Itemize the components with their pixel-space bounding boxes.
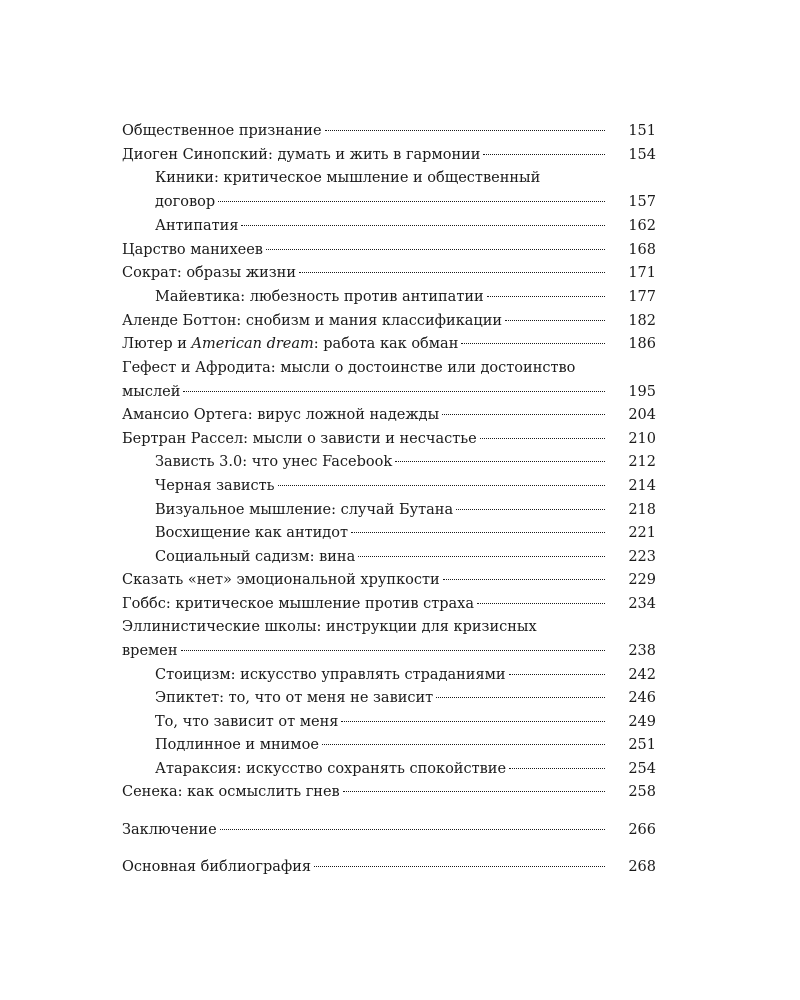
toc-page-number: 268 [628, 859, 656, 875]
toc-page-number: 162 [628, 218, 656, 234]
dot-leader [456, 509, 605, 510]
toc-entry-title: Антипатия [155, 218, 239, 234]
dot-leader [477, 603, 605, 604]
dot-leader [358, 556, 605, 557]
toc-entry-title: Черная зависть [155, 478, 275, 494]
toc-entry-title: Эпиктет: то, что от меня не зависит [155, 690, 434, 706]
toc-entry [122, 569, 608, 591]
toc-page-number: 210 [628, 431, 656, 447]
toc-entry-title: Сенека: как осмыслить гнев [122, 784, 340, 800]
toc-entry-title [122, 333, 458, 355]
toc-entry-title-italic: American dream [191, 336, 314, 352]
toc-page-number: 214 [628, 478, 656, 494]
toc-entry [155, 687, 608, 709]
toc-entry-title: Майевтика: любезность против антипатии [155, 289, 484, 305]
toc-entry [122, 819, 608, 841]
toc-entry-title: Восхищение как антидот [155, 525, 348, 541]
toc-page-number: 204 [628, 407, 656, 423]
toc-entry-title: Основная библиография [122, 859, 312, 875]
toc-entry-title: Аленде Боттон: снобизм и мания классификации [122, 313, 503, 329]
toc-entry [155, 451, 608, 473]
toc-entry [122, 120, 608, 142]
toc-entry-title: То, что зависит от меня [155, 714, 339, 730]
toc-entry [122, 616, 537, 638]
toc-entry [155, 734, 608, 756]
dot-leader [483, 154, 605, 155]
toc-page-number: 258 [628, 784, 656, 800]
dot-leader [278, 485, 605, 486]
toc-page-number: 171 [628, 265, 656, 281]
toc-entry-title: Общественное признание [122, 123, 322, 139]
toc-entry [155, 475, 608, 497]
toc-entry [122, 781, 608, 803]
dot-leader [241, 225, 605, 226]
toc-page-number: 212 [628, 454, 656, 470]
toc-entry-title: Киники: критическое мышление и общественный [155, 170, 541, 186]
toc-entry [122, 640, 608, 662]
toc-entry-title: Гефест и Афродита: мысли о достоинстве или достоинство [122, 360, 576, 376]
dot-leader [509, 674, 605, 675]
toc-entry [122, 144, 608, 166]
toc-page-number: 157 [628, 194, 656, 210]
toc-page-number: 221 [628, 525, 656, 541]
toc-entry [122, 357, 575, 379]
dot-leader [181, 650, 605, 651]
toc-page-number: 238 [628, 643, 656, 659]
toc-entry [155, 286, 608, 308]
toc-entry [122, 333, 608, 355]
toc-page-number: 154 [628, 147, 656, 163]
toc-entry [122, 262, 608, 284]
toc-entry [122, 239, 608, 261]
toc-entry-title: Эллинистические школы: инструкции для кризисных [122, 619, 537, 635]
dot-leader [351, 532, 605, 533]
toc-entry-title: Атараксия: искусство сохранять спокойствие [155, 761, 507, 777]
toc-page-number: 223 [628, 549, 656, 565]
toc-entry [155, 522, 608, 544]
toc-page-number: 177 [628, 289, 656, 305]
toc-entry [122, 856, 608, 878]
toc-page-number: 182 [628, 313, 656, 329]
dot-leader [314, 866, 605, 867]
toc-entry-title: Заключение [122, 822, 217, 838]
dot-leader [487, 296, 605, 297]
toc-entry-title: Социальный садизм: вина [155, 549, 356, 565]
dot-leader [480, 438, 605, 439]
toc-entry-title: Сказать «нет» эмоциональной хрупкости [122, 572, 440, 588]
dot-leader [341, 721, 605, 722]
toc-entry [122, 593, 608, 615]
toc-entry-title: времен [122, 643, 178, 659]
toc-entry [122, 310, 608, 332]
toc-entry-title: Амансио Ортега: вирус ложной надежды [122, 407, 440, 423]
toc-entry-title: договор [155, 194, 216, 210]
dot-leader [436, 697, 605, 698]
dot-leader [442, 414, 605, 415]
dot-leader [325, 130, 605, 131]
toc-entry [122, 404, 608, 426]
toc-page-number: 186 [628, 336, 656, 352]
toc-entry-title: Подлинное и мнимое [155, 737, 319, 753]
toc-entry [155, 711, 608, 733]
toc-entry-title: Царство манихеев [122, 242, 263, 258]
toc-page-number: 151 [628, 123, 656, 139]
toc-page-number: 234 [628, 596, 656, 612]
toc-page-number: 249 [628, 714, 656, 730]
dot-leader [509, 768, 605, 769]
toc-page-number: 254 [628, 761, 656, 777]
toc-entry [155, 167, 540, 189]
toc-page-number: 218 [628, 502, 656, 518]
toc-entry-title: мыслей [122, 384, 181, 400]
toc-entry-title: Стоицизм: искусство управлять страданиями [155, 667, 506, 683]
dot-leader [461, 343, 605, 344]
toc-entry [122, 381, 608, 403]
dot-leader [299, 272, 605, 273]
toc-page-number: 251 [628, 737, 656, 753]
dot-leader [218, 201, 605, 202]
dot-leader [505, 320, 605, 321]
toc-entry [155, 758, 608, 780]
dot-leader [395, 461, 605, 462]
toc-entry-title-part: Лютер и [122, 336, 192, 352]
dot-leader [266, 249, 605, 250]
dot-leader [322, 744, 605, 745]
toc-entry [155, 499, 608, 521]
toc-entry-title: Визуальное мышление: случай Бутана [155, 502, 454, 518]
toc-page-number: 266 [628, 822, 656, 838]
toc-entry-title: Зависть 3.0: что унес Facebook [155, 454, 393, 470]
toc-entry [155, 664, 608, 686]
dot-leader [343, 791, 605, 792]
toc-page-number: 246 [628, 690, 656, 706]
toc-entry-title: Сократ: образы жизни [122, 265, 297, 281]
toc-entry-title-part: : работа как обман [313, 336, 459, 352]
dot-leader [220, 829, 605, 830]
toc-entry-title: Бертран Рассел: мысли о зависти и несчастье [122, 431, 477, 447]
toc-page-number: 195 [628, 384, 656, 400]
toc-page-number: 168 [628, 242, 656, 258]
toc-entry [122, 428, 608, 450]
toc-page-number: 229 [628, 572, 656, 588]
dot-leader [443, 579, 605, 580]
toc-entry-title: Диоген Синопский: думать и жить в гармонии [122, 147, 481, 163]
toc-entry [155, 191, 608, 213]
dot-leader [183, 391, 605, 392]
toc-entry-title: Гоббс: критическое мышление против страха [122, 596, 475, 612]
toc-entry [155, 215, 608, 237]
toc-page-number: 242 [628, 667, 656, 683]
toc-entry [155, 546, 608, 568]
